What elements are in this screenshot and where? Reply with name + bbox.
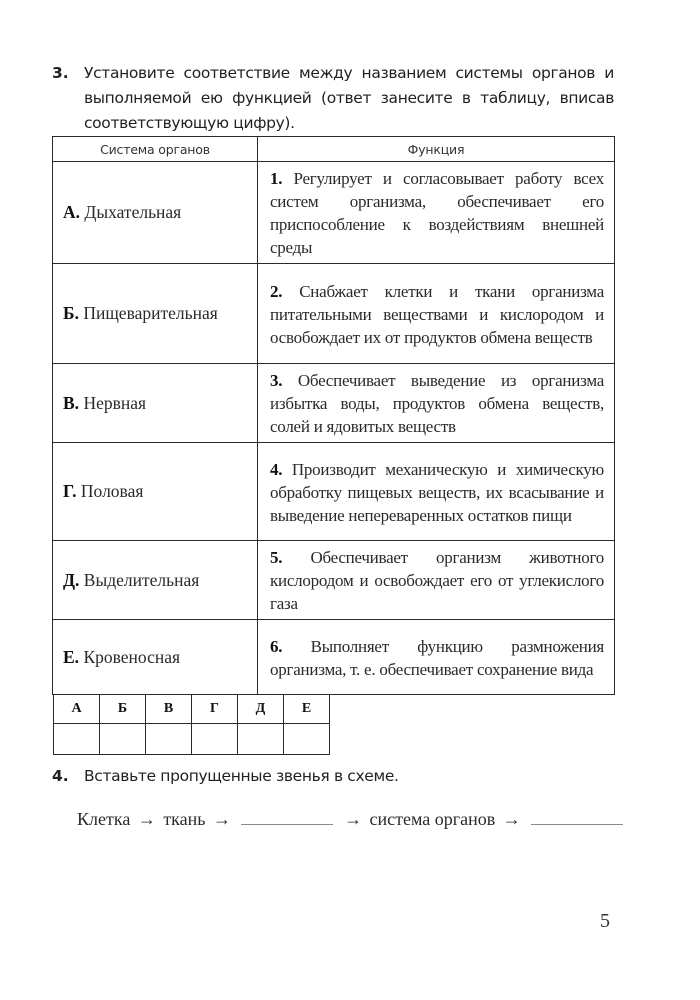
answer-grid-header [54, 695, 330, 724]
arrow-right-icon: → [502, 809, 521, 829]
task-3-number: 3. [52, 64, 69, 82]
organ-system-cell [53, 264, 258, 364]
answer-cell-v[interactable] [146, 724, 191, 754]
answer-header-v: В [146, 695, 192, 724]
answer-cell-g[interactable] [192, 724, 237, 754]
answer-header-d: Д [238, 695, 284, 724]
task-3-instructions: Установите соответствие между названием системы органов и выполняемой ею функцией (ответ занесите в таблицу, вписав соответствующую цифру). [84, 64, 614, 132]
scheme-item-organ-system: система органов [369, 809, 496, 829]
answer-cell-a[interactable] [54, 724, 99, 754]
organ-system-cell [53, 620, 258, 695]
task-4-instructions: Вставьте пропущенные звенья в схеме. [84, 767, 399, 785]
system-letter: Д. [63, 569, 80, 590]
function-number: 3. [270, 371, 283, 390]
scheme-blank-1[interactable] [241, 806, 333, 825]
arrow-right-icon: → [343, 809, 362, 829]
matching-table [52, 136, 615, 695]
answer-header-e: Е [284, 695, 330, 724]
function-cell [258, 162, 615, 264]
table-row [53, 541, 615, 620]
organization-levels-scheme [77, 806, 617, 832]
function-cell [258, 443, 615, 541]
function-cell [258, 620, 615, 695]
system-letter: Г. [63, 481, 77, 501]
organ-system-cell [53, 443, 258, 541]
scheme-item-cell: Клетка [77, 809, 131, 829]
answer-grid [53, 694, 330, 755]
table-row [53, 443, 615, 541]
function-cell [258, 364, 615, 443]
table-row [53, 620, 615, 695]
answer-header-g: Г [192, 695, 238, 724]
task-3 [52, 61, 614, 136]
system-letter: В. [63, 392, 80, 413]
system-name: Выделительная [83, 569, 200, 590]
answer-header-a: А [54, 695, 100, 724]
system-name: Кровеносная [83, 646, 181, 667]
scheme-item-tissue: ткань [163, 809, 206, 829]
function-number: 5. [270, 548, 283, 567]
function-cell [258, 541, 615, 620]
function-text: Производит механическую и химическую обработку пищевых веществ, их всасывание и выведение непереваренных остатков пищи [270, 459, 605, 525]
function-number: 4. [270, 459, 283, 479]
scheme-blank-2[interactable] [531, 806, 623, 825]
system-letter: Е. [63, 646, 80, 667]
function-text: Снабжает клетки и ткани организма питательными веществами и кислородом и освобождает их от продуктов обмена веществ [270, 281, 604, 347]
function-text: Обеспечивает выведение из организма избытка воды, продуктов обмена веществ, солей и ядовитых веществ [270, 371, 605, 436]
function-text: Выполняет функцию размножения организма, т. е. обеспечивает сохранение вида [270, 636, 605, 679]
organ-system-cell [53, 364, 258, 443]
arrow-right-icon: → [137, 809, 156, 829]
arrow-right-icon: → [212, 809, 231, 829]
function-number: 6. [270, 636, 283, 656]
answer-grid-row [54, 724, 330, 755]
matching-table-header [53, 137, 615, 162]
table-row [53, 264, 615, 364]
function-number: 2. [270, 281, 283, 301]
system-letter: Б. [63, 303, 79, 323]
table-row [53, 162, 615, 264]
header-function: Функция [258, 137, 615, 162]
function-number: 1. [270, 169, 283, 188]
task-4 [52, 764, 614, 789]
system-name: Пищеварительная [83, 303, 218, 323]
system-name: Половая [80, 481, 144, 501]
task-4-number: 4. [52, 767, 69, 785]
answer-cell-d[interactable] [238, 724, 283, 754]
table-row [53, 364, 615, 443]
organ-system-cell [53, 162, 258, 264]
page-number: 5 [600, 910, 610, 932]
answer-cell-b[interactable] [100, 724, 145, 754]
system-name: Дыхательная [84, 202, 182, 222]
function-text: Регулирует и согласовывает работу всех систем организма, обеспечивает его приспособление к воздействиям внешней среды [270, 169, 605, 257]
system-name: Нервная [83, 392, 147, 413]
answer-cell-e[interactable] [284, 724, 329, 754]
organ-system-cell [53, 541, 258, 620]
header-organ-system: Система органов [53, 137, 258, 162]
answer-header-b: Б [100, 695, 146, 724]
function-cell [258, 264, 615, 364]
system-letter: А. [63, 202, 81, 222]
function-text: Обеспечивает организм животного кислородом и освобождает его от углекислого газа [270, 548, 604, 613]
